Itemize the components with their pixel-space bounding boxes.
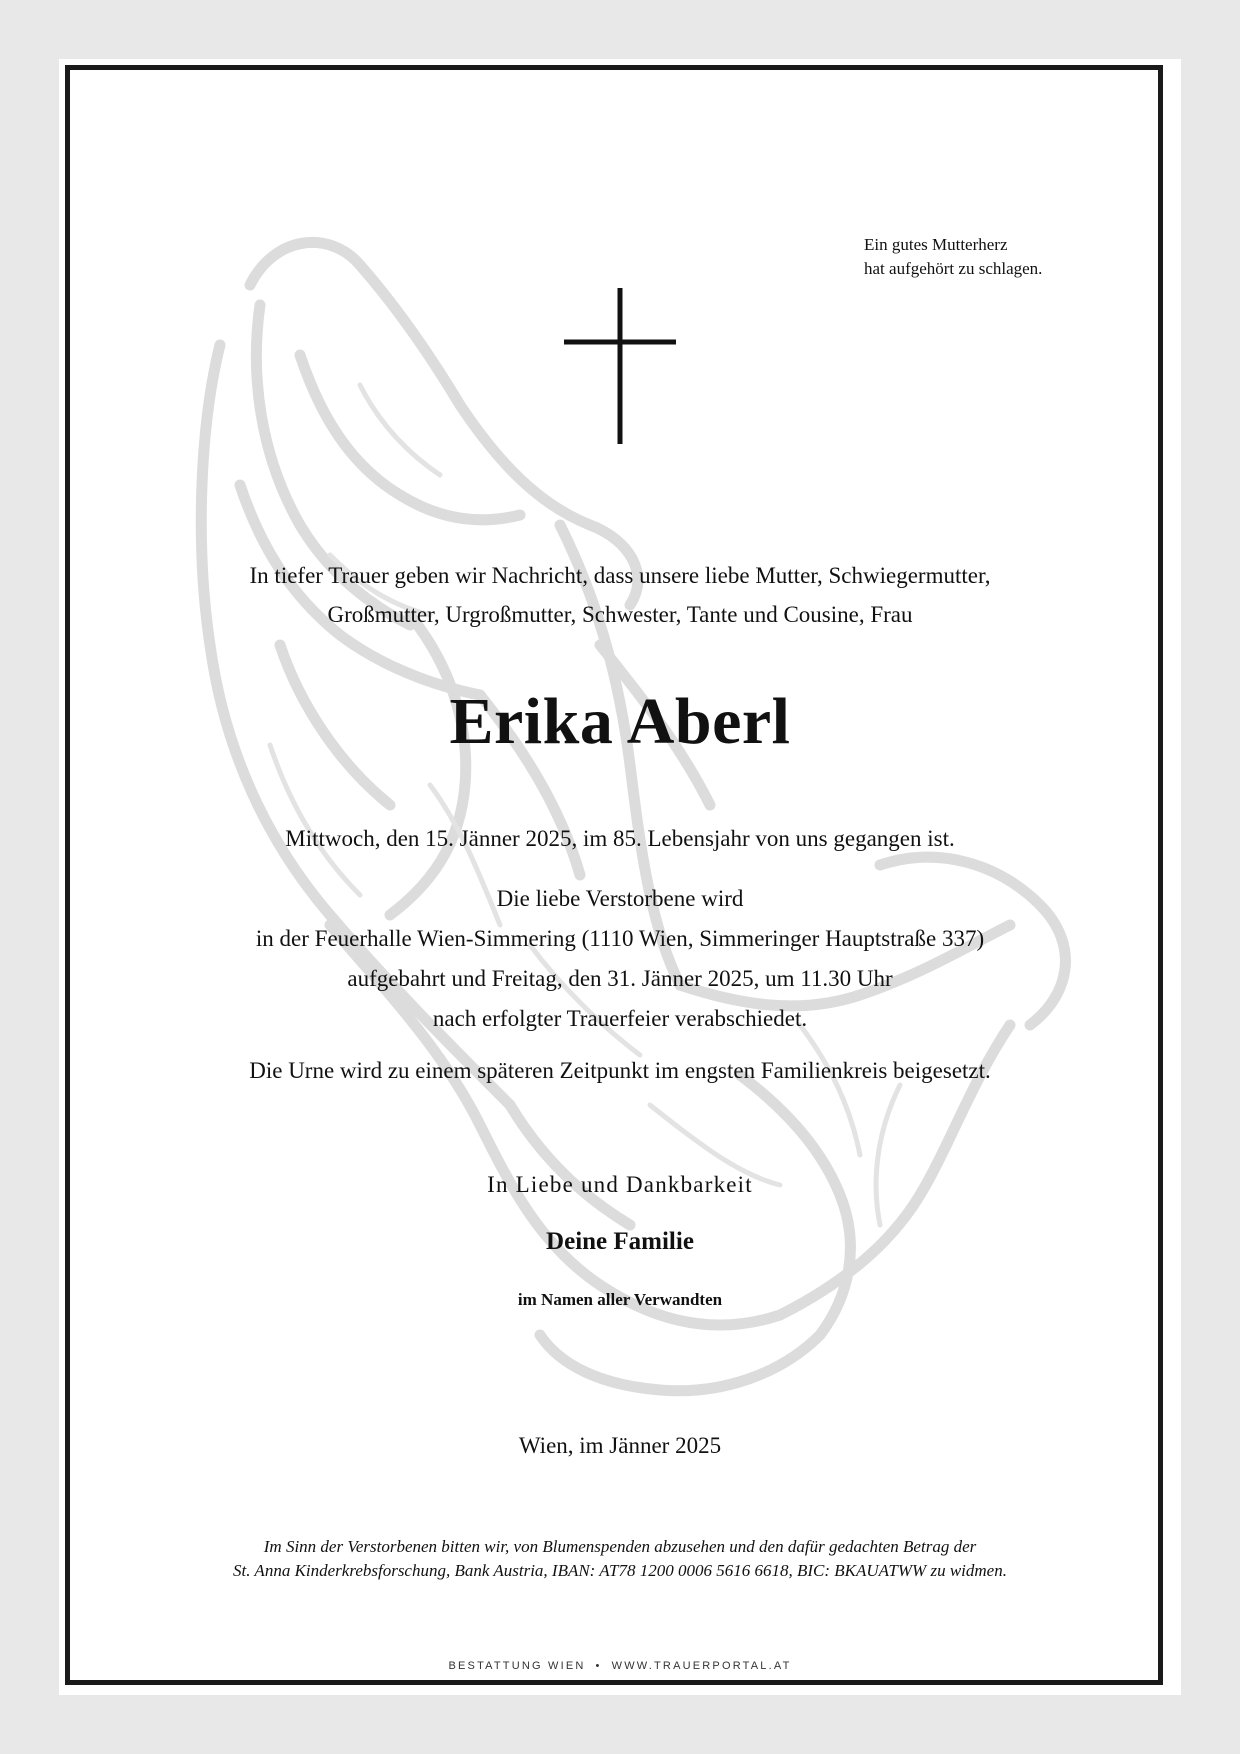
intro-line-1: In tiefer Trauer geben wir Nachricht, dass unsere liebe Mutter, Schwiegermutter, <box>249 563 991 588</box>
relatives-note: im Namen aller Verwandten <box>517 1290 723 1309</box>
footer-website-link[interactable]: WWW.TRAUERPORTAL.AT <box>611 1660 792 1672</box>
footer-separator: • <box>595 1660 602 1672</box>
motto-line-1: Ein gutes Mutterherz <box>864 235 1008 254</box>
footer-company: BESTATTUNG WIEN <box>448 1660 586 1672</box>
intro-line-2: Großmutter, Urgroßmutter, Schwester, Tante und Cousine, Frau <box>327 602 913 627</box>
deceased-name: Erika Aberl <box>449 685 791 758</box>
ceremony-details <box>0 879 1240 1039</box>
closing-phrase: In Liebe und Dankbarkeit <box>487 1172 753 1197</box>
family-signature: Deine Familie <box>546 1228 694 1255</box>
motto <box>864 233 1042 281</box>
announcement-intro <box>0 556 1240 634</box>
urn-notice: Die Urne wird zu einem späteren Zeitpunkt im engsten Familienkreis beigesetzt. <box>249 1058 991 1083</box>
ceremony-line-4: nach erfolgter Trauerfeier verabschiedet. <box>432 1006 808 1031</box>
cross-icon <box>560 286 680 446</box>
passing-date: Mittwoch, den 15. Jänner 2025, im 85. Lebensjahr von uns gegangen ist. <box>285 826 955 851</box>
motto-line-2: hat aufgehört zu schlagen. <box>864 259 1043 278</box>
ceremony-line-1: Die liebe Verstorbene wird <box>496 886 744 911</box>
ceremony-line-3: aufgebahrt und Freitag, den 31. Jänner 2025, um 11.30 Uhr <box>347 966 893 991</box>
donation-line-2: St. Anna Kinderkrebsforschung, Bank Austria, IBAN: AT78 1200 0006 5616 6618, BIC: BKAUATWW zu widmen. <box>233 1561 1007 1580</box>
donation-request <box>0 1535 1240 1583</box>
ceremony-line-2: in der Feuerhalle Wien-Simmering (1110 Wien, Simmeringer Hauptstraße 337) <box>255 926 985 951</box>
place-date: Wien, im Jänner 2025 <box>518 1433 722 1458</box>
donation-line-1: Im Sinn der Verstorbenen bitten wir, von Blumenspenden abzusehen und den dafür gedachten Betrag der <box>263 1537 977 1556</box>
footer <box>0 1657 1240 1675</box>
